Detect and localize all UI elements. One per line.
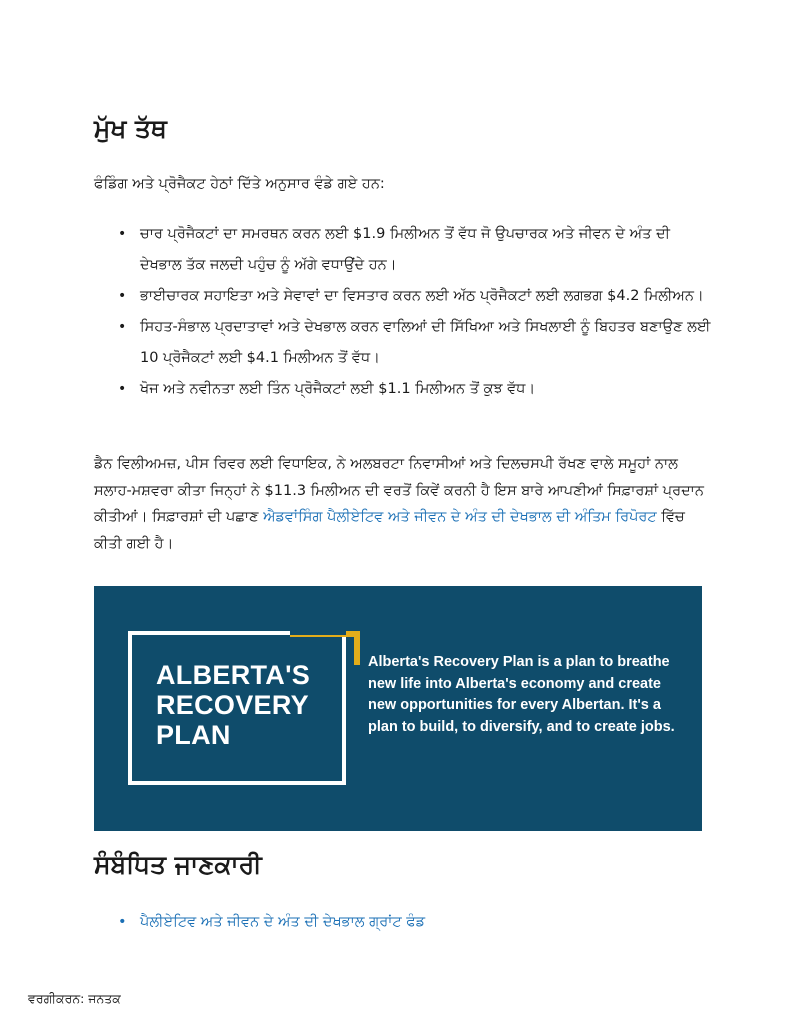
list-item: • ਭਾਈਚਾਰਕ ਸਹਾਇਤਾ ਅਤੇ ਸੇਵਾਵਾਂ ਦਾ ਵਿਸਤਾਰ ਕਰਨ ਲਈ ਅੱਠ ਪ੍ਰੋਜੈਕਟਾਂ ਲਈ ਲਗਭਗ $4.2 ਮਿਲੀਅਨ। bbox=[94, 281, 714, 312]
key-facts-intro: ਫੰਡਿੰਗ ਅਤੇ ਪ੍ਰੋਜੈਕਟ ਹੇਠਾਂ ਦਿੱਤੇ ਅਨੁਸਾਰ ਵੰਡੇ ਗਏ ਹਨ: bbox=[94, 176, 385, 192]
related-links-list bbox=[94, 908, 425, 936]
list-item: • ਚਾਰ ਪ੍ਰੋਜੈਕਟਾਂ ਦਾ ਸਮਰਥਨ ਕਰਨ ਲਈ $1.9 ਮਿਲੀਅਨ ਤੋਂ ਵੱਧ ਜੋ ਉਪਚਾਰਕ ਅਤੇ ਜੀਵਨ ਦੇ ਅੰਤ ਦੀ ਦੇਖਭਾਲ ਤੱਕ ਜਲਦੀ ਪਹੁੰਚ ਨੂੰ ਅੱਗੇ ਵਧਾਉਂਦੇ ਹਨ। bbox=[94, 219, 714, 281]
key-facts-list bbox=[94, 219, 714, 405]
consultation-paragraph bbox=[94, 451, 706, 557]
list-item bbox=[94, 908, 425, 936]
recovery-plan-banner bbox=[94, 586, 702, 831]
logo-accent-corner bbox=[354, 631, 360, 665]
paragraph-end: ਵਿੱਚ ਕੀਤੀ ਗਈ ਹੈ। bbox=[94, 509, 685, 552]
banner-description: Alberta's Recovery Plan is a plan to breathe new life into Alberta's economy and create new opportunities for every Albertan. It's a plan to build, to diversify, and to create jobs. bbox=[368, 654, 675, 735]
related-info-heading: ਸੰਬੰਧਿਤ ਜਾਣਕਾਰੀ bbox=[94, 850, 262, 879]
key-facts-heading: ਮੁੱਖ ਤੱਥ bbox=[94, 114, 167, 143]
recovery-plan-logo bbox=[156, 660, 310, 750]
list-item: • ਖੋਜ ਅਤੇ ਨਵੀਨਤਾ ਲਈ ਤਿੰਨ ਪ੍ਰੋਜੈਕਟਾਂ ਲਈ $1.1 ਮਿਲੀਅਨ ਤੋਂ ਕੁਝ ਵੱਧ। bbox=[94, 374, 714, 405]
logo-line: RECOVERY bbox=[156, 690, 309, 720]
classification-label: ਵਰਗੀਕਰਨ: ਜਨਤਕ bbox=[28, 991, 121, 1006]
final-report-link[interactable]: ਐਡਵਾਂਸਿੰਗ ਪੈਲੀਏਟਿਵ ਅਤੇ ਜੀਵਨ ਦੇ ਅੰਤ ਦੀ ਦੇਖਭਾਲ ਦੀ ਅੰਤਿਮ ਰਿਪੋਰਟ bbox=[263, 509, 657, 525]
grant-fund-link[interactable]: ਪੈਲੀਏਟਿਵ ਅਤੇ ਜੀਵਨ ਦੇ ਅੰਤ ਦੀ ਦੇਖਭਾਲ ਗ੍ਰਾਂਟ ਫੰਡ bbox=[140, 914, 426, 930]
logo-line: PLAN bbox=[156, 720, 231, 750]
list-item: • ਸਿਹਤ-ਸੰਭਾਲ ਪ੍ਰਦਾਤਾਵਾਂ ਅਤੇ ਦੇਖਭਾਲ ਕਰਨ ਵਾਲਿਆਂ ਦੀ ਸਿੱਖਿਆ ਅਤੇ ਸਿਖਲਾਈ ਨੂੰ ਬਿਹਤਰ ਬਣਾਉਣ ਲਈ 10 ਪ੍ਰੋਜੈਕਟਾਂ ਲਈ $4.1 ਮਿਲੀਅਨ ਤੋਂ ਵੱਧ। bbox=[94, 312, 714, 374]
paragraph-text: ਡੈਨ ਵਿਲੀਅਮਜ਼, ਪੀਸ ਰਿਵਰ ਲਈ ਵਿਧਾਇਕ, ਨੇ ਅਲਬਰਟਾ ਨਿਵਾਸੀਆਂ ਅਤੇ ਦਿਲਚਸਪੀ ਰੱਖਣ ਵਾਲੇ ਸਮੂਹਾਂ ਨਾਲ ਸਲਾਹ-ਮਸ਼ਵਰਾ ਕੀਤਾ ਜਿਨ੍ਹਾਂ ਨੇ $11.3 ਮਿਲੀਅਨ ਦੀ ਵਰਤੋਂ ਕਿਵੇਂ ਕਰਨੀ ਹੈ ਇਸ ਬਾਰੇ ਆਪਣੀਆਂ ਸਿਫ਼ਾਰਸ਼ਾਂ ਪ੍ਰਦਾਨ ਕੀਤੀਆਂ। ਸਿਫ਼ਾਰਸ਼ਾਂ ਦੀ ਪਛਾਣ bbox=[94, 456, 704, 525]
logo-line: ALBERTA'S bbox=[156, 660, 311, 690]
